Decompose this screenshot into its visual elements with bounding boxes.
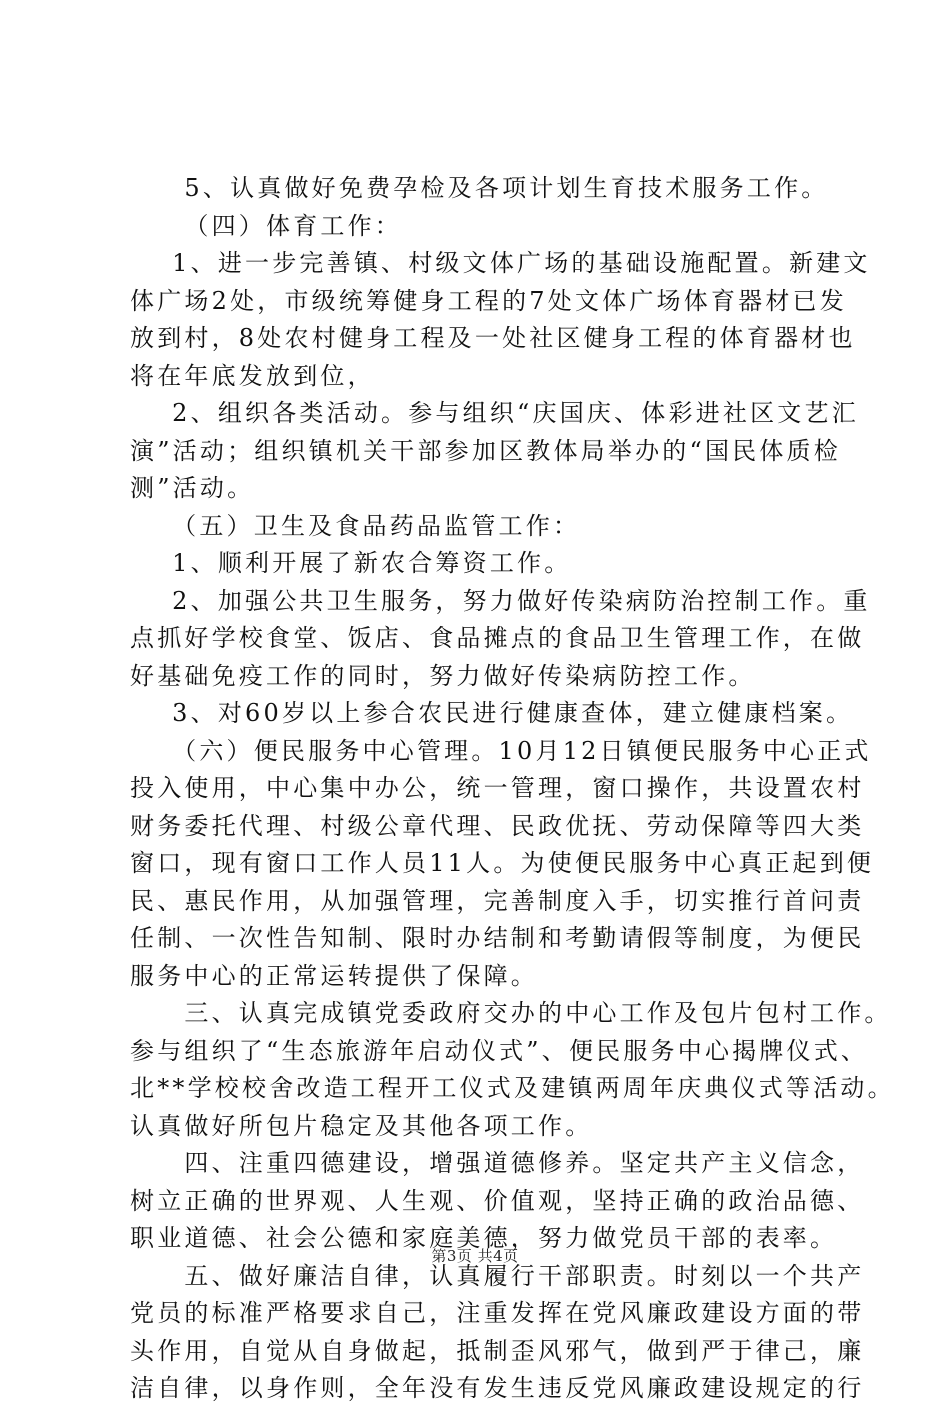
text-line: 职业道德、社会公德和家庭美德，努力做党员干部的表率。 xyxy=(130,1224,838,1252)
text-line: 2、组织各类活动。参与组织“庆国庆、体彩进社区文艺汇 xyxy=(172,399,859,427)
text-line: 演”活动；组织镇机关干部参加区教体局举办的“国民体质检 xyxy=(130,436,841,465)
text-line: 服务中心的正常运转提供了保障。 xyxy=(130,961,538,990)
text-line: 好基础免疫工作的同时，努力做好传染病防控工作。 xyxy=(130,661,756,690)
text-line: 1、进一步完善镇、村级文体广场的基础设施配置。新建文 xyxy=(172,249,871,277)
text-line: 党员的标准严格要求自己，注重发挥在党风廉政建设方面的带 xyxy=(130,1299,865,1327)
text-line: 放到村，8处农村健身工程及一处社区健身工程的体育器材也 xyxy=(130,324,856,352)
text-line: 测”活动。 xyxy=(130,474,255,502)
text-line: 五、做好廉洁自律，认真履行干部职责。时刻以一个共产 xyxy=(184,1261,865,1290)
text-line: 参与组织了“生态旅游年启动仪式”、便民服务中心揭牌仪式、 xyxy=(130,1036,869,1065)
text-line: （六）便民服务中心管理。10月12日镇便民服务中心正式 xyxy=(172,736,872,765)
text-line: 北**学校校舍改造工程开工仪式及建镇两周年庆典仪式等活动。 xyxy=(130,1074,895,1102)
text-line: 1、顺利开展了新农合筹资工作。 xyxy=(172,549,572,577)
text-line: 财务委托代理、村级公章代理、民政优抚、劳动保障等四大类 xyxy=(130,811,865,840)
text-line: 3、对60岁以上参合农民进行健康查体，建立健康档案。 xyxy=(172,699,854,727)
text-line: 三、认真完成镇党委政府交办的中心工作及包片包村工作。 xyxy=(184,999,892,1027)
text-line: 头作用，自觉从自身做起，抵制歪风邪气，做到严于律己，廉 xyxy=(130,1336,865,1365)
text-line: 2、加强公共卫生服务，努力做好传染病防治控制工作。重 xyxy=(172,586,871,615)
text-line: 任制、一次性告知制、限时办结制和考勤请假等制度，为便民 xyxy=(130,924,865,952)
text-line: 民、惠民作用，从加强管理，完善制度入手，切实推行首问责 xyxy=(130,886,865,915)
text-line: 树立正确的世界观、人生观、价值观，坚持正确的政治品德、 xyxy=(130,1186,865,1215)
text-line: （四）体育工作： xyxy=(184,211,402,240)
text-line: 四、注重四德建设，增强道德修养。坚定共产主义信念， xyxy=(184,1149,865,1177)
text-line: 5、认真做好免费孕检及各项计划生育技术服务工作。 xyxy=(130,174,829,202)
text-line: 认真做好所包片稳定及其他各项工作。 xyxy=(130,1111,593,1140)
text-line: 窗口，现有窗口工作人员11人。为使便民服务中心真正起到便 xyxy=(130,849,875,877)
text-line: 将在年底发放到位， xyxy=(130,361,375,390)
text-line: （五）卫生及食品药品监管工作： xyxy=(172,511,581,540)
text-line: 投入使用，中心集中办公，统一管理，窗口操作，共设置农村 xyxy=(130,774,865,802)
document-body xyxy=(130,170,895,1408)
text-line: 洁自律，以身作则，全年没有发生违反党风廉政建设规定的行 xyxy=(130,1374,865,1402)
text-line: 体广场2处，市级统筹健身工程的7处文体广场体育器材已发 xyxy=(130,286,847,315)
page-footer: 第3页 共4页 xyxy=(431,1247,519,1265)
text-line: 点抓好学校食堂、饭店、食品摊点的食品卫生管理工作，在做 xyxy=(130,624,865,652)
